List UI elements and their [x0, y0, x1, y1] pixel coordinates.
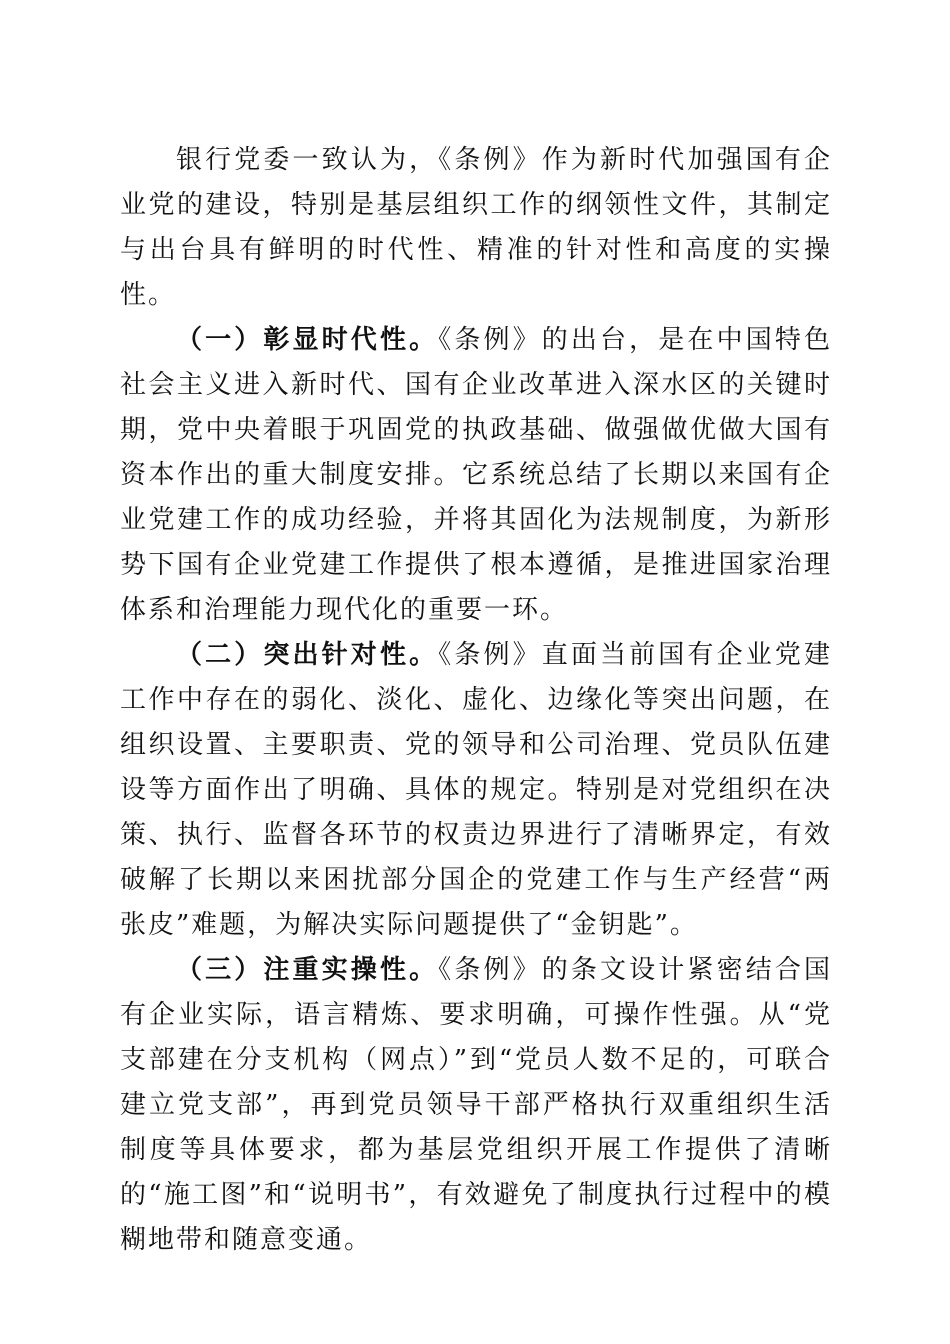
- intro-paragraph: [120, 138, 832, 318]
- section-3-heading: （三）注重实操性。: [176, 955, 439, 985]
- section-1-text: 《条例》的出台，是在中国特色社会主义进入新时代、国有企业改革进入深水区的关键时期，党中央着眼于巩固党的执政基础、做强做优做大国有资本作出的重大制度安排。它系统总结了长期以来国有企业党建工作的成功经验，并将其固化为法规制度，为新形势下国有企业党建工作提供了根本遵循，是推进国家治理体系和治理能力现代化的重要一环。: [120, 325, 832, 625]
- section-1-paragraph: [120, 318, 832, 633]
- section-3-paragraph: [120, 948, 832, 1263]
- section-2-text: 《条例》直面当前国有企业党建工作中存在的弱化、淡化、虚化、边缘化等突出问题，在组织设置、主要职责、党的领导和公司治理、党员队伍建设等方面作出了明确、具体的规定。特别是对党组织在决策、执行、监督各环节的权责边界进行了清晰界定，有效破解了长期以来困扰部分国企的党建工作与生产经营“两张皮”难题，为解决实际问题提供了“金钥匙”。: [120, 640, 832, 940]
- section-2-heading: （二）突出针对性。: [176, 640, 439, 670]
- section-3-text: 《条例》的条文设计紧密结合国有企业实际，语言精炼、要求明确，可操作性强。从“党支部建在分支机构（网点）”到“党员人数不足的，可联合建立党支部”，再到党员领导干部严格执行双重组织生活制度等具体要求，都为基层党组织开展工作提供了清晰的“施工图”和“说明书”，有效避免了制度执行过程中的模糊地带和随意变通。: [120, 955, 832, 1255]
- section-1-heading: （一）彰显时代性。: [176, 325, 439, 355]
- section-2-paragraph: [120, 633, 832, 948]
- document-body: [120, 138, 832, 1263]
- intro-text: 银行党委一致认为，《条例》作为新时代加强国有企业党的建设，特别是基层组织工作的纲领性文件，其制定与出台具有鲜明的时代性、精准的针对性和高度的实操性。: [120, 145, 832, 310]
